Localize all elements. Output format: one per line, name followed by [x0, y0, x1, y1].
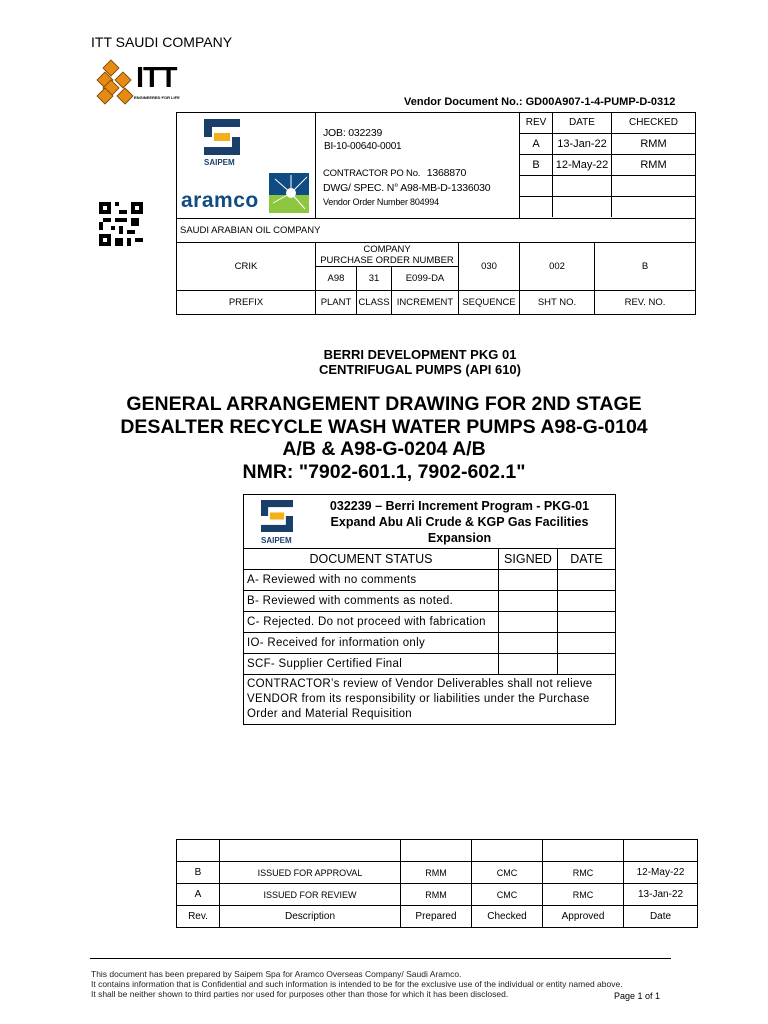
signed-header: SIGNED [499, 549, 558, 570]
crik-cell: CRIK [177, 243, 316, 291]
title-line-4: NMR: "7902-601.1, 7902-602.1" [242, 460, 526, 483]
title-block [176, 112, 696, 315]
rev-history-cell [520, 113, 696, 219]
title-line-3: A/B & A98-G-0204 A/B [282, 438, 486, 460]
itt-logo-text: ITT [136, 62, 177, 94]
document-status-header: DOCUMENT STATUS [244, 549, 499, 570]
rev-empty-cell [553, 196, 612, 217]
page-number: Page 1 of 1 [614, 991, 661, 1001]
description-cell: ISSUED FOR REVIEW [220, 884, 401, 906]
prefix-label: PREFIX [177, 291, 316, 315]
rev-col-header: REV [520, 113, 553, 133]
rev-cell: A [177, 884, 220, 906]
stamp-header [244, 495, 616, 549]
vendor-doc-label: Vendor Document No.: [404, 96, 523, 108]
po-number-label: PURCHASE ORDER NUMBER [320, 254, 454, 266]
vendor-document-number [404, 96, 675, 108]
increment-value: E099-DA [392, 267, 459, 291]
status-option-io: IO- Received for information only [244, 633, 499, 654]
footer-line-1: This document has been prepared by Saipem Spa for Aramco Overseas Company/ Saudi Aramco. [91, 969, 462, 979]
stamp-heading [304, 498, 615, 546]
project-name [36, 347, 768, 377]
stamp-heading-line-1: 032239 – Berri Increment Program - PKG-01 [329, 499, 590, 513]
rev-empty-cell [612, 196, 696, 217]
table-header-row [177, 906, 698, 928]
job-number: JOB: 032239 [323, 127, 383, 139]
checked-cell: CMC [472, 862, 543, 884]
logos-cell [177, 113, 316, 219]
sequence-value: 030 [459, 243, 520, 291]
status-option-a: A- Reviewed with no comments [244, 570, 499, 591]
date-header: Date [624, 906, 698, 928]
note-line-1: CONTRACTOR’s review of Vendor Deliverables shall not relieve [247, 678, 593, 690]
rev-no-value: B [595, 243, 696, 291]
date-cell [558, 612, 616, 633]
date-cell [558, 633, 616, 654]
date-cell: 12-May-22 [624, 862, 698, 884]
qr-code-icon [99, 202, 143, 246]
prepared-cell: RMM [401, 862, 472, 884]
description-header: Description [220, 906, 401, 928]
saipem-logo-icon [204, 119, 240, 155]
status-option-b: B- Reviewed with comments as noted. [244, 591, 499, 612]
table-cell [177, 840, 220, 862]
review-stamp [243, 494, 616, 725]
date-cell [558, 570, 616, 591]
plant-label: PLANT [316, 291, 357, 315]
table-row [177, 884, 698, 906]
note-line-3: Order and Material Requisition [247, 708, 412, 720]
saipem-logo-icon [261, 500, 293, 532]
qr-code [99, 202, 143, 251]
project-line-2: CENTRIFUGAL PUMPS (API 610) [318, 362, 521, 377]
plant-value: A98 [316, 267, 357, 291]
contractor-po [323, 167, 466, 179]
contractor-po-value: 1368870 [426, 167, 467, 179]
saipem-logo-text: SAIPEM [204, 158, 235, 167]
vendor-doc-value: GD00A907-1-4-PUMP-D-0312 [525, 96, 676, 108]
company-header: ITT SAUDI COMPANY [91, 34, 233, 50]
table-cell [401, 840, 472, 862]
rev-empty-cell [520, 175, 553, 196]
project-line-1: BERRI DEVELOPMENT PKG 01 [323, 347, 517, 362]
rev-b-checked: RMM [612, 154, 696, 175]
bi-number: BI-10-00640-0001 [324, 141, 402, 152]
contractor-review-note [244, 675, 616, 725]
rev-history-table [520, 113, 695, 217]
job-info-cell [316, 113, 520, 219]
date-col-header: DATE [553, 113, 612, 133]
sht-no-value: 002 [520, 243, 595, 291]
approved-cell: RMC [543, 884, 624, 906]
class-value: 31 [357, 267, 392, 291]
title-line-1: GENERAL ARRANGEMENT DRAWING FOR 2ND STAGE [126, 393, 642, 415]
stamp-heading-line-3: Expansion [427, 531, 492, 545]
company-label: COMPANY [363, 243, 411, 255]
signed-cell [499, 570, 558, 591]
table-cell [472, 840, 543, 862]
rev-empty-cell [553, 175, 612, 196]
vendor-order-number: Vendor Order Number 804994 [323, 197, 439, 207]
footer-line-2: It contains information that is Confidential and such information is intended to be for the exclusive use of the individual or entity named above. [91, 979, 623, 989]
contractor-po-label: CONTRACTOR PO No. [323, 168, 421, 179]
footer-divider [90, 958, 671, 959]
increment-label: INCREMENT [392, 291, 459, 315]
prepared-header: Prepared [401, 906, 472, 928]
class-label: CLASS [357, 291, 392, 315]
status-option-scf: SCF- Supplier Certified Final [244, 654, 499, 675]
table-cell [624, 840, 698, 862]
signed-cell [499, 612, 558, 633]
rev-b: B [520, 154, 553, 175]
sequence-label: SEQUENCE [459, 291, 520, 315]
note-line-2: VENDOR from its responsibility or liabilities under the Purchase [247, 693, 590, 705]
checked-col-header: CHECKED [612, 113, 696, 133]
rev-a-date: 13-Jan-22 [553, 133, 612, 154]
description-cell: ISSUED FOR APPROVAL [220, 862, 401, 884]
rev-cell: B [177, 862, 220, 884]
aramco-logo-text: aramco [181, 189, 259, 212]
date-cell [558, 591, 616, 612]
approved-cell: RMC [543, 862, 624, 884]
signed-cell [499, 654, 558, 675]
company-po-header [316, 243, 459, 267]
revision-table [176, 839, 698, 928]
saipem-logo-text: SAIPEM [261, 536, 292, 545]
table-cell [543, 840, 624, 862]
status-option-c: C- Rejected. Do not proceed with fabrication [244, 612, 499, 633]
rev-empty-cell [612, 175, 696, 196]
document-title [0, 393, 768, 483]
checked-header: Checked [472, 906, 543, 928]
sht-no-label: SHT NO. [520, 291, 595, 315]
date-header: DATE [558, 549, 616, 570]
confidentiality-notice [91, 969, 623, 999]
rev-header: Rev. [177, 906, 220, 928]
aramco-star-icon [269, 173, 309, 213]
owner-name: SAUDI ARABIAN OIL COMPANY [177, 219, 696, 243]
title-line-2: DESALTER RECYCLE WASH WATER PUMPS A98-G-0104 [120, 415, 648, 438]
date-cell: 13-Jan-22 [624, 884, 698, 906]
approved-header: Approved [543, 906, 624, 928]
rev-no-label: REV. NO. [595, 291, 696, 315]
prepared-cell: RMM [401, 884, 472, 906]
rev-b-date: 12-May-22 [553, 154, 612, 175]
table-cell [220, 840, 401, 862]
checked-cell: CMC [472, 884, 543, 906]
table-row [177, 862, 698, 884]
date-cell [558, 654, 616, 675]
signed-cell [499, 633, 558, 654]
rev-empty-cell [520, 196, 553, 217]
signed-cell [499, 591, 558, 612]
rev-a-checked: RMM [612, 133, 696, 154]
itt-tagline: ENGINEERED FOR LIFE [134, 95, 180, 100]
stamp-heading-line-2: Expand Abu Ali Crude & KGP Gas Facilities [330, 515, 589, 529]
rev-a: A [520, 133, 553, 154]
footer-line-3: It shall be neither shown to third parties nor used for purposes other than those for which it has been disclosed. [91, 989, 509, 999]
dwg-spec: DWG/ SPEC. N° A98-MB-D-1336030 [323, 182, 491, 194]
